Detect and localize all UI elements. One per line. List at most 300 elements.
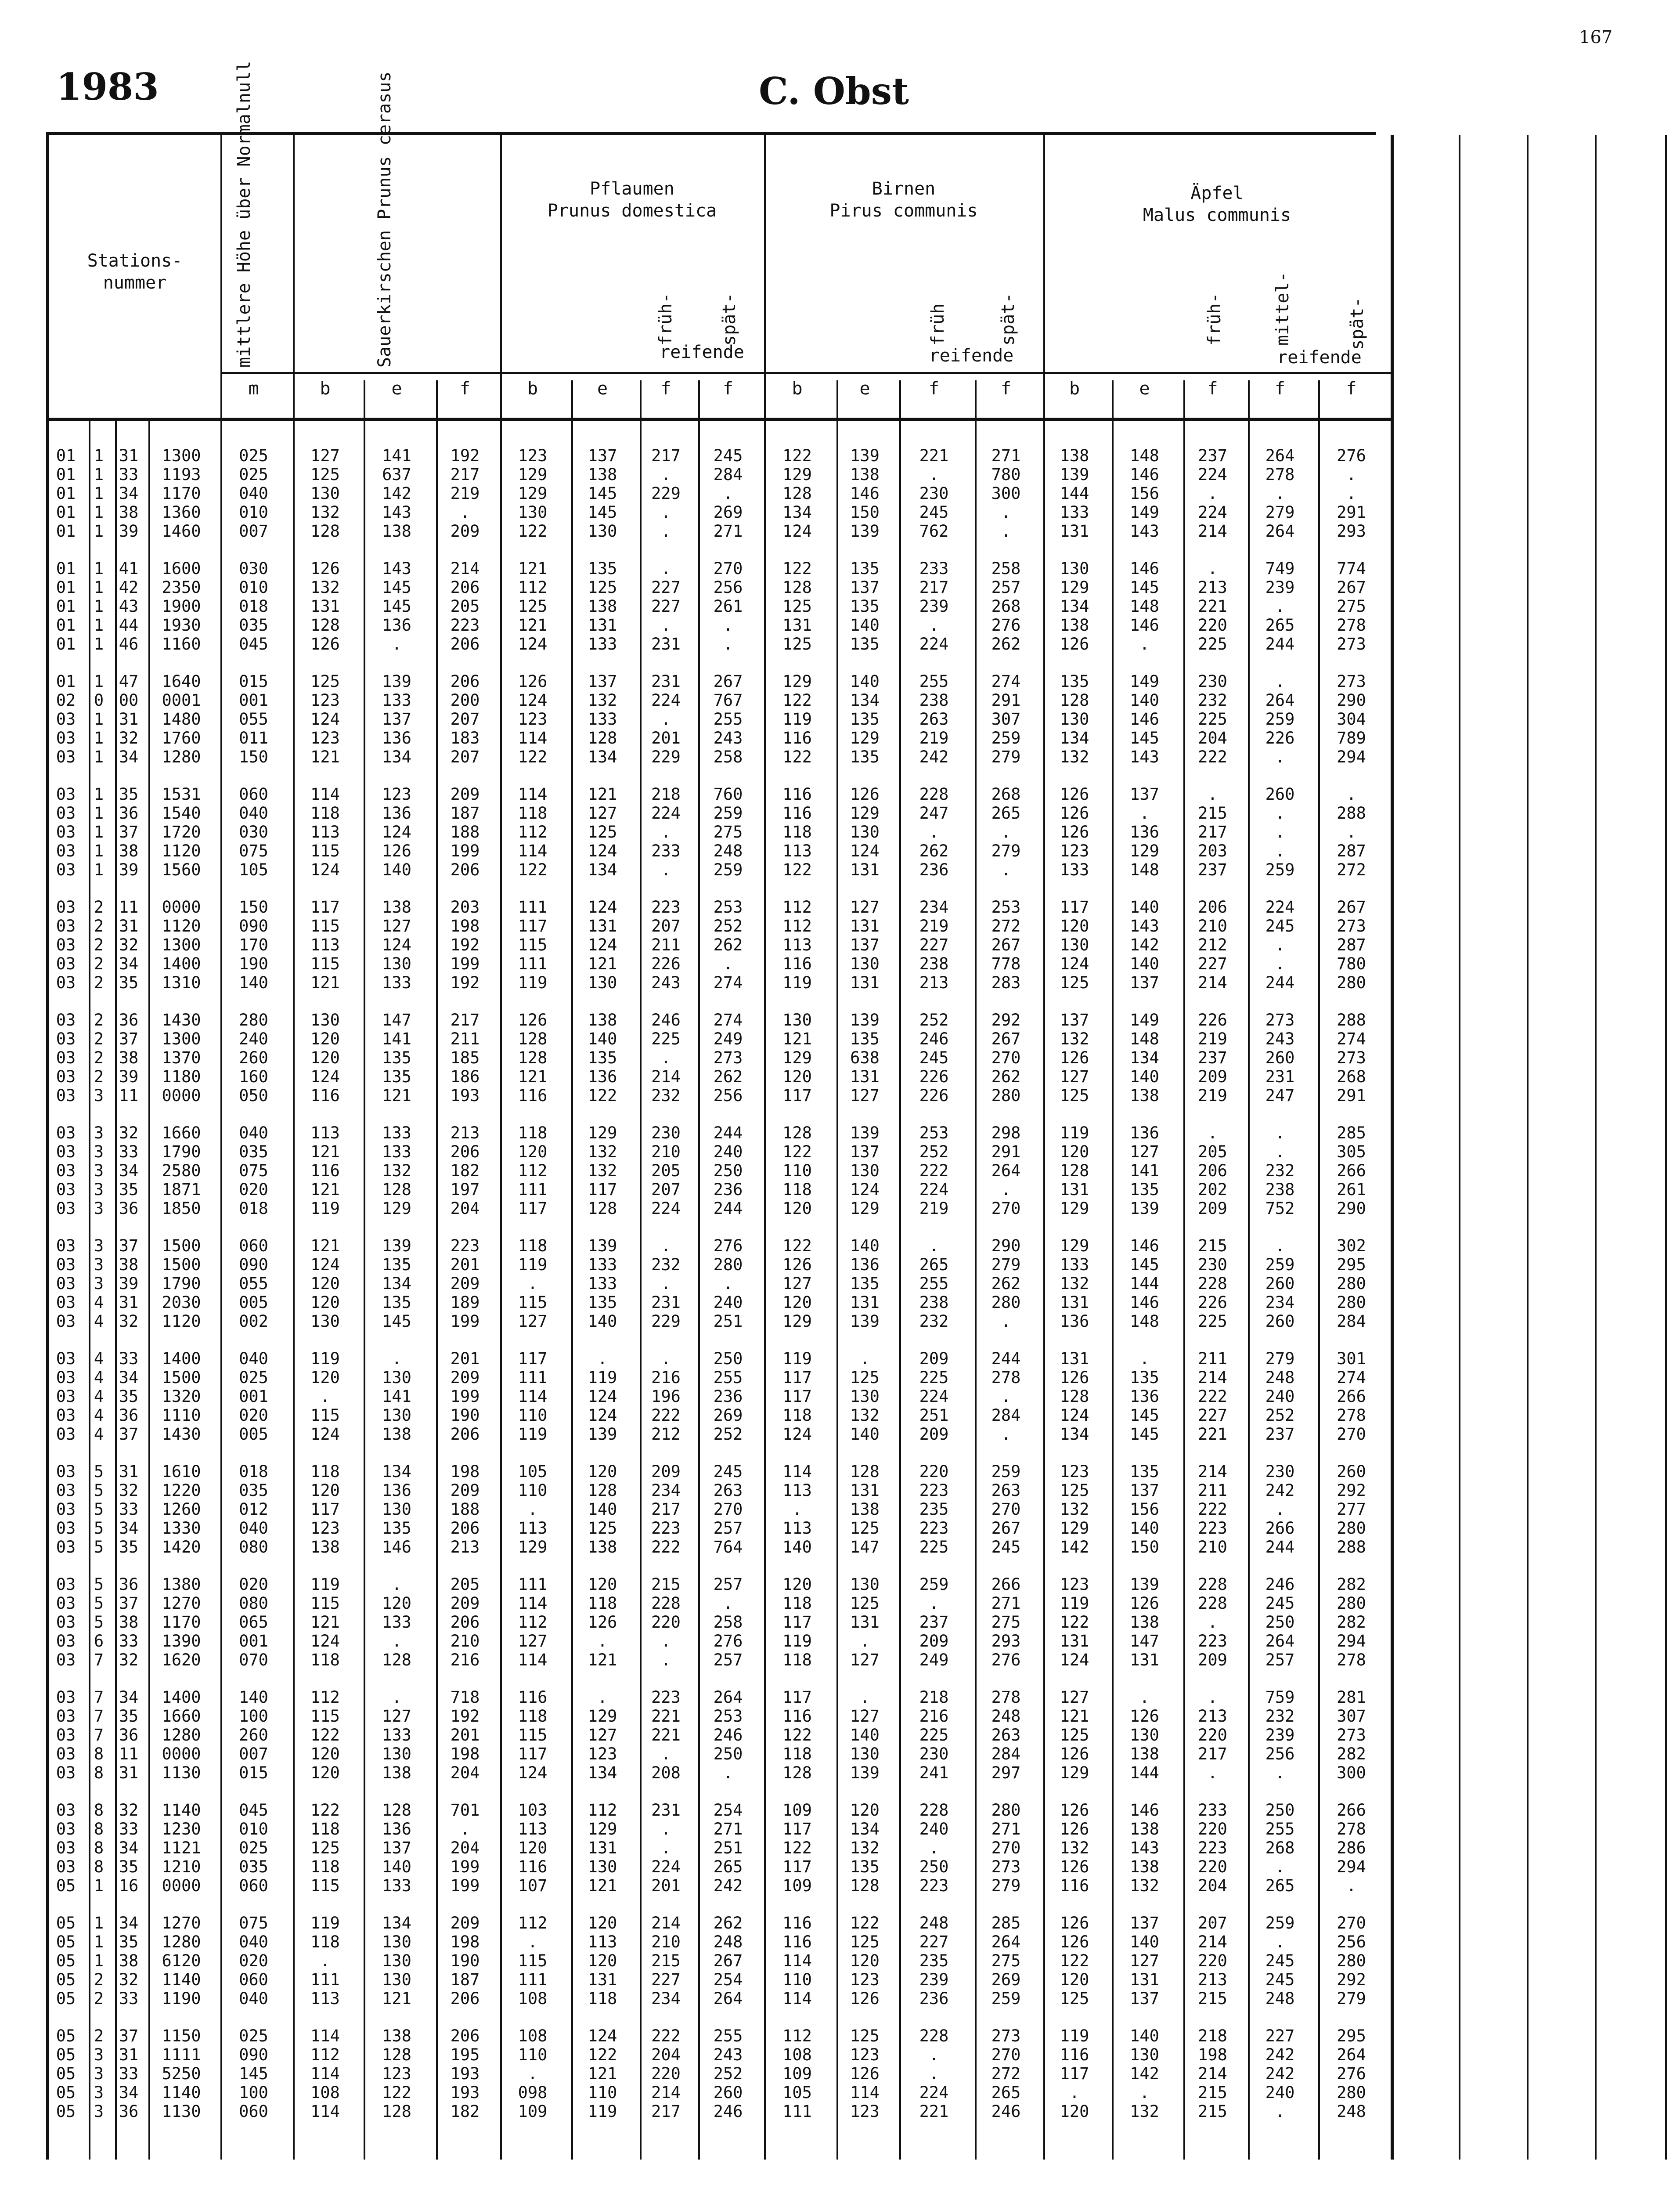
table-cell: 124 [1060,954,1089,973]
table-cell: 090 [239,917,268,935]
table-cell: . [1001,503,1011,522]
table-cell: 287 [1337,842,1366,860]
header-aepfel-reifende: reifende [1277,347,1362,368]
table-cell: 129 [588,1707,617,1726]
table-cell: 219 [1198,1029,1227,1048]
table-cell: 3 [94,1255,104,1274]
table-cell: 122 [782,1236,812,1255]
table-cell: 208 [651,1763,681,1782]
table-cell: 224 [919,2083,949,2102]
table-cell: 03 [56,898,76,917]
table-cell: 232 [651,1255,681,1274]
table-cell: 134 [1060,1425,1089,1444]
table-cell: 263 [919,710,949,729]
table-cell: 126 [1060,1820,1089,1838]
table-cell: 110 [782,1161,812,1180]
table-cell: 112 [782,2026,812,2045]
table-cell: 224 [651,1857,681,1876]
table-cell: 123 [850,1970,880,1989]
table-cell: 126 [1060,1048,1089,1067]
table-cell: 130 [588,973,617,992]
table-cell: 209 [919,1349,949,1368]
table-cell: 127 [588,1726,617,1745]
table-cell: 124 [310,710,340,729]
table-cell: 139 [850,1011,880,1029]
table-cell: 221 [1198,597,1227,616]
table-cell: 126 [1060,1932,1089,1951]
table-cell: 130 [1060,935,1089,954]
table-cell: 4 [94,1406,104,1425]
table-cell: 270 [991,2045,1021,2064]
table-cell: . [392,635,402,654]
table-cell: 018 [239,597,268,616]
table-cell: 140 [782,1538,812,1557]
table-cell: . [661,860,671,879]
table-cell: 255 [713,2026,743,2045]
table-cell: 133 [382,691,411,710]
table-cell: 03 [56,1613,76,1632]
table-cell: 132 [1130,1876,1159,1895]
header-aepfel-mittel: mittel- [1273,271,1293,346]
table-cell: 216 [651,1368,681,1387]
table-cell: 114 [518,785,548,804]
table-cell: 113 [782,842,812,860]
table-cell: 120 [588,1951,617,1970]
table-cell: 129 [518,484,548,503]
table-cell: 32 [119,729,139,748]
table-cell: 133 [382,973,411,992]
table-cell: 130 [850,1745,880,1763]
table-cell: 250 [1265,1801,1295,1820]
table-cell: 215 [651,1575,681,1594]
table-cell: 283 [991,973,1021,992]
table-cell: 114 [850,2083,880,2102]
table-cell: 145 [1130,1425,1159,1444]
table-cell: 225 [1198,635,1227,654]
table-cell: 273 [991,1857,1021,1876]
table-cell: 264 [1265,446,1295,465]
table-cell: 131 [1130,1970,1159,1989]
table-cell: 220 [1198,1857,1227,1876]
table-cell: 273 [713,1048,743,1067]
table-cell: 131 [1060,1180,1089,1199]
table-cell: 118 [310,804,340,823]
table-cell: 277 [1337,1500,1366,1519]
table-cell: 256 [1337,1932,1366,1951]
table-cell: 202 [1198,1180,1227,1199]
table-cell: 140 [1130,898,1159,917]
table-cell: 130 [382,1368,411,1387]
table-cell: 214 [1198,1368,1227,1387]
table-cell: 111 [782,2102,812,2121]
table-cell: 132 [1060,1029,1089,1048]
table-cell: 03 [56,1481,76,1500]
table-cell: 1790 [162,1274,201,1293]
table-cell: 146 [1130,616,1159,635]
table-cell: 260 [1265,1274,1295,1293]
table-cell: 120 [588,1462,617,1481]
header-birnen-reifende: reifende [929,346,1014,366]
table-cell: 269 [991,1970,1021,1989]
table-cell: 124 [518,691,548,710]
table-cell: 224 [651,804,681,823]
table-cell: 2350 [162,578,201,597]
table-cell: 114 [782,1989,812,2008]
table-cell: 199 [450,1857,480,1876]
table-cell: 121 [518,559,548,578]
table-cell: 128 [782,578,812,597]
table-cell: 224 [651,691,681,710]
table-cell: 120 [782,1067,812,1086]
table-cell: 147 [382,1011,411,1029]
table-cell: 34 [119,2083,139,2102]
table-cell: 127 [850,1086,880,1105]
table-cell: 116 [310,1161,340,1180]
table-cell: . [661,465,671,484]
table-cell: 229 [651,1312,681,1331]
table-cell: 234 [651,1989,681,2008]
table-cell: 1180 [162,1067,201,1086]
table-cell: 05 [56,2045,76,2064]
table-cell: 298 [991,1123,1021,1142]
table-cell: 238 [919,954,949,973]
table-cell: 244 [1265,635,1295,654]
table-cell: . [1275,935,1285,954]
table-cell: 140 [382,860,411,879]
table-cell: 260 [1337,1462,1366,1481]
table-cell: 131 [850,917,880,935]
table-cell: 209 [651,1462,681,1481]
table-cell: 117 [782,1613,812,1632]
table-cell: 196 [651,1387,681,1406]
table-cell: 201 [651,1876,681,1895]
table-cell: 33 [119,1820,139,1838]
table-cell: 245 [919,1048,949,1067]
table-cell: 295 [1337,1255,1366,1274]
table-cell: 1 [94,1951,104,1970]
table-cell: 1 [94,559,104,578]
table-cell: 224 [1265,898,1295,917]
table-cell: 201 [651,729,681,748]
table-cell: 227 [1198,1406,1227,1425]
table-cell: 37 [119,1236,139,1255]
table-cell: 128 [382,1651,411,1669]
table-cell: 139 [588,1425,617,1444]
col-divider [1459,135,1460,2160]
table-cell: 278 [991,1688,1021,1707]
table-cell: 192 [450,973,480,992]
table-cell: 2 [94,973,104,992]
table-cell: 131 [850,1293,880,1312]
table-cell: 38 [119,1255,139,1274]
table-cell: 219 [919,1199,949,1218]
table-cell: . [723,1274,733,1293]
table-cell: 145 [1130,1255,1159,1274]
table-cell: 200 [450,691,480,710]
table-cell: 305 [1337,1142,1366,1161]
table-cell: 139 [850,1763,880,1782]
table-cell: 140 [1130,1067,1159,1086]
table-cell: 245 [991,1538,1021,1557]
table-cell: 185 [450,1048,480,1067]
table-cell: 219 [919,917,949,935]
table-cell: 126 [382,842,411,860]
table-cell: 138 [588,1011,617,1029]
table-cell: 128 [382,1801,411,1820]
table-cell: 126 [588,1613,617,1632]
table-cell: 1 [94,1876,104,1895]
table-cell: . [661,1349,671,1368]
table-cell: 118 [518,1123,548,1142]
table-cell: 245 [713,1462,743,1481]
table-cell: 260 [1265,785,1295,804]
table-cell: 38 [119,1951,139,1970]
table-cell: 251 [919,1406,949,1425]
table-cell: 290 [1337,691,1366,710]
table-cell: 188 [450,1500,480,1519]
table-cell: 125 [1060,973,1089,992]
table-cell: 207 [450,748,480,766]
table-cell: 203 [1198,842,1227,860]
table-cell: 286 [1337,1838,1366,1857]
table-cell: 262 [713,1067,743,1086]
table-cell: 121 [310,1142,340,1161]
table-cell: 269 [713,503,743,522]
table-cell: . [929,465,939,484]
table-cell: 124 [518,635,548,654]
table-cell: 201 [450,1255,480,1274]
table-cell: 211 [1198,1481,1227,1500]
table-cell: 124 [588,842,617,860]
table-cell: 3 [94,1236,104,1255]
table-cell: 05 [56,1970,76,1989]
table-cell: 116 [782,1707,812,1726]
table-cell: 118 [782,1745,812,1763]
table-cell: 1 [94,672,104,691]
table-cell: 119 [782,1349,812,1368]
table-cell: 270 [1337,1914,1366,1932]
table-cell: 138 [1130,1613,1159,1632]
table-cell: 03 [56,1538,76,1557]
table-cell: 156 [1130,1500,1159,1519]
table-cell: 293 [991,1632,1021,1651]
table-cell: 250 [713,1349,743,1368]
table-cell: . [320,1387,330,1406]
table-cell: 010 [239,503,268,522]
table-cell: 265 [1265,616,1295,635]
table-cell: 025 [239,446,268,465]
table-cell: 123 [310,1519,340,1538]
table-cell: 252 [919,1011,949,1029]
table-cell: 005 [239,1425,268,1444]
table-cell: 138 [588,597,617,616]
table-cell: 140 [850,1236,880,1255]
table-cell: 146 [1130,1801,1159,1820]
table-cell: 278 [991,1368,1021,1387]
table-cell: 125 [850,1368,880,1387]
table-cell: 212 [1198,935,1227,954]
table-cell: 292 [991,1011,1021,1029]
table-cell: 138 [1130,1857,1159,1876]
table-cell: 248 [1265,1989,1295,2008]
table-cell: 120 [518,1838,548,1857]
table-cell: 148 [1130,860,1159,879]
table-cell: 109 [782,1876,812,1895]
table-cell: 125 [310,465,340,484]
table-cell: 32 [119,1123,139,1142]
table-cell: 124 [310,1632,340,1651]
table-cell: 116 [518,1086,548,1105]
table-cell: 03 [56,1594,76,1613]
table-cell: 288 [1337,1538,1366,1557]
table-cell: 294 [1337,748,1366,766]
table-cell: 272 [991,917,1021,935]
table-cell: 262 [919,842,949,860]
table-cell: 32 [119,1481,139,1500]
table-cell: 03 [56,1745,76,1763]
table-cell: 131 [850,1481,880,1500]
table-cell: . [929,2045,939,2064]
table-cell: 140 [850,1726,880,1745]
table-cell: 111 [518,1368,548,1387]
table-cell: 284 [1337,1312,1366,1331]
col-divider [1595,135,1597,2160]
table-cell: 38 [119,842,139,860]
table-cell: 222 [1198,1387,1227,1406]
table-cell: 238 [1265,1180,1295,1199]
table-cell: 224 [919,635,949,654]
table-cell: . [1275,1142,1285,1161]
unit-label: f [1000,379,1012,399]
table-cell: 210 [1198,917,1227,935]
table-cell: 5250 [162,2064,201,2083]
table-cell: 122 [782,1726,812,1745]
table-cell: 123 [1060,1575,1089,1594]
table-cell: 35 [119,1707,139,1726]
table-cell: 280 [239,1011,268,1029]
table-cell: . [860,1632,870,1651]
table-cell: 3 [94,2045,104,2064]
table-cell: 126 [310,559,340,578]
table-cell: 284 [991,1406,1021,1425]
table-cell: 1160 [162,635,201,654]
table-cell: 131 [1060,1293,1089,1312]
table-cell: 1280 [162,748,201,766]
table-cell: 133 [382,1726,411,1745]
table-cell: 206 [450,578,480,597]
table-cell: 117 [782,1820,812,1838]
table-cell: 204 [1198,729,1227,748]
table-cell: 134 [1060,597,1089,616]
table-cell: 120 [850,1801,880,1820]
table-cell: 5 [94,1519,104,1538]
table-cell: 234 [919,898,949,917]
table-cell: 268 [1265,1838,1295,1857]
table-cell: 760 [713,785,743,804]
table-cell: 124 [518,1763,548,1782]
table-cell: 280 [1337,973,1366,992]
table-cell: 117 [1060,2064,1089,2083]
table-cell: 2 [94,935,104,954]
table-cell: 03 [56,1462,76,1481]
table-cell: 1900 [162,597,201,616]
table-cell: 1 [94,616,104,635]
table-cell: 204 [450,1838,480,1857]
table-cell: 145 [382,1312,411,1331]
table-cell: 278 [1337,616,1366,635]
table-cell: 259 [991,1989,1021,2008]
table-cell: 237 [1198,446,1227,465]
table-cell: 222 [1198,1500,1227,1519]
table-cell: 217 [450,1011,480,1029]
table-cell: 221 [1198,1425,1227,1444]
table-cell: 307 [1337,1707,1366,1726]
table-cell: 144 [1130,1274,1159,1293]
table-cell: 131 [588,1838,617,1857]
table-cell: 239 [919,1970,949,1989]
table-cell: 230 [919,1745,949,1763]
table-cell: 33 [119,1349,139,1368]
row-divider [49,418,1392,421]
table-cell: 199 [450,1876,480,1895]
table-cell: 007 [239,1745,268,1763]
table-cell: 118 [310,1820,340,1838]
table-cell: 116 [782,785,812,804]
table-cell: 7 [94,1688,104,1707]
table-cell: 136 [588,1067,617,1086]
table-cell: 1130 [162,1763,201,1782]
table-cell: 226 [1198,1011,1227,1029]
table-cell: 128 [1060,1387,1089,1406]
table-cell: 135 [850,748,880,766]
table-cell: 124 [850,842,880,860]
table-cell: 125 [1060,1086,1089,1105]
table-cell: 120 [850,1951,880,1970]
table-cell: 273 [1337,917,1366,935]
table-cell: 197 [450,1180,480,1199]
unit-label: f [459,379,471,399]
table-cell: 128 [518,1048,548,1067]
table-cell: 130 [1130,2045,1159,2064]
table-cell: 120 [1060,1142,1089,1161]
table-cell: 268 [991,597,1021,616]
table-cell: 136 [1130,1387,1159,1406]
table-cell: 128 [1060,691,1089,710]
unit-label: f [660,379,671,399]
table-cell: 226 [1198,1293,1227,1312]
table-cell: 1210 [162,1857,201,1876]
table-cell: 126 [1060,1801,1089,1820]
table-cell: 129 [1060,1236,1089,1255]
table-cell: 227 [1198,954,1227,973]
table-cell: 03 [56,748,76,766]
unit-label: m [248,379,259,399]
table-cell: 222 [1198,748,1227,766]
table-cell: 224 [651,1199,681,1218]
table-cell: 03 [56,1651,76,1669]
table-cell: 204 [450,1763,480,1782]
table-cell: 118 [310,1651,340,1669]
table-cell: 128 [310,522,340,541]
table-cell: 130 [588,522,617,541]
table-cell: 249 [713,1029,743,1048]
table-cell: 259 [919,1575,949,1594]
table-cell: . [661,559,671,578]
table-cell: 123 [382,785,411,804]
table-cell: 255 [713,710,743,729]
table-cell: 1430 [162,1011,201,1029]
table-cell: 216 [450,1651,480,1669]
